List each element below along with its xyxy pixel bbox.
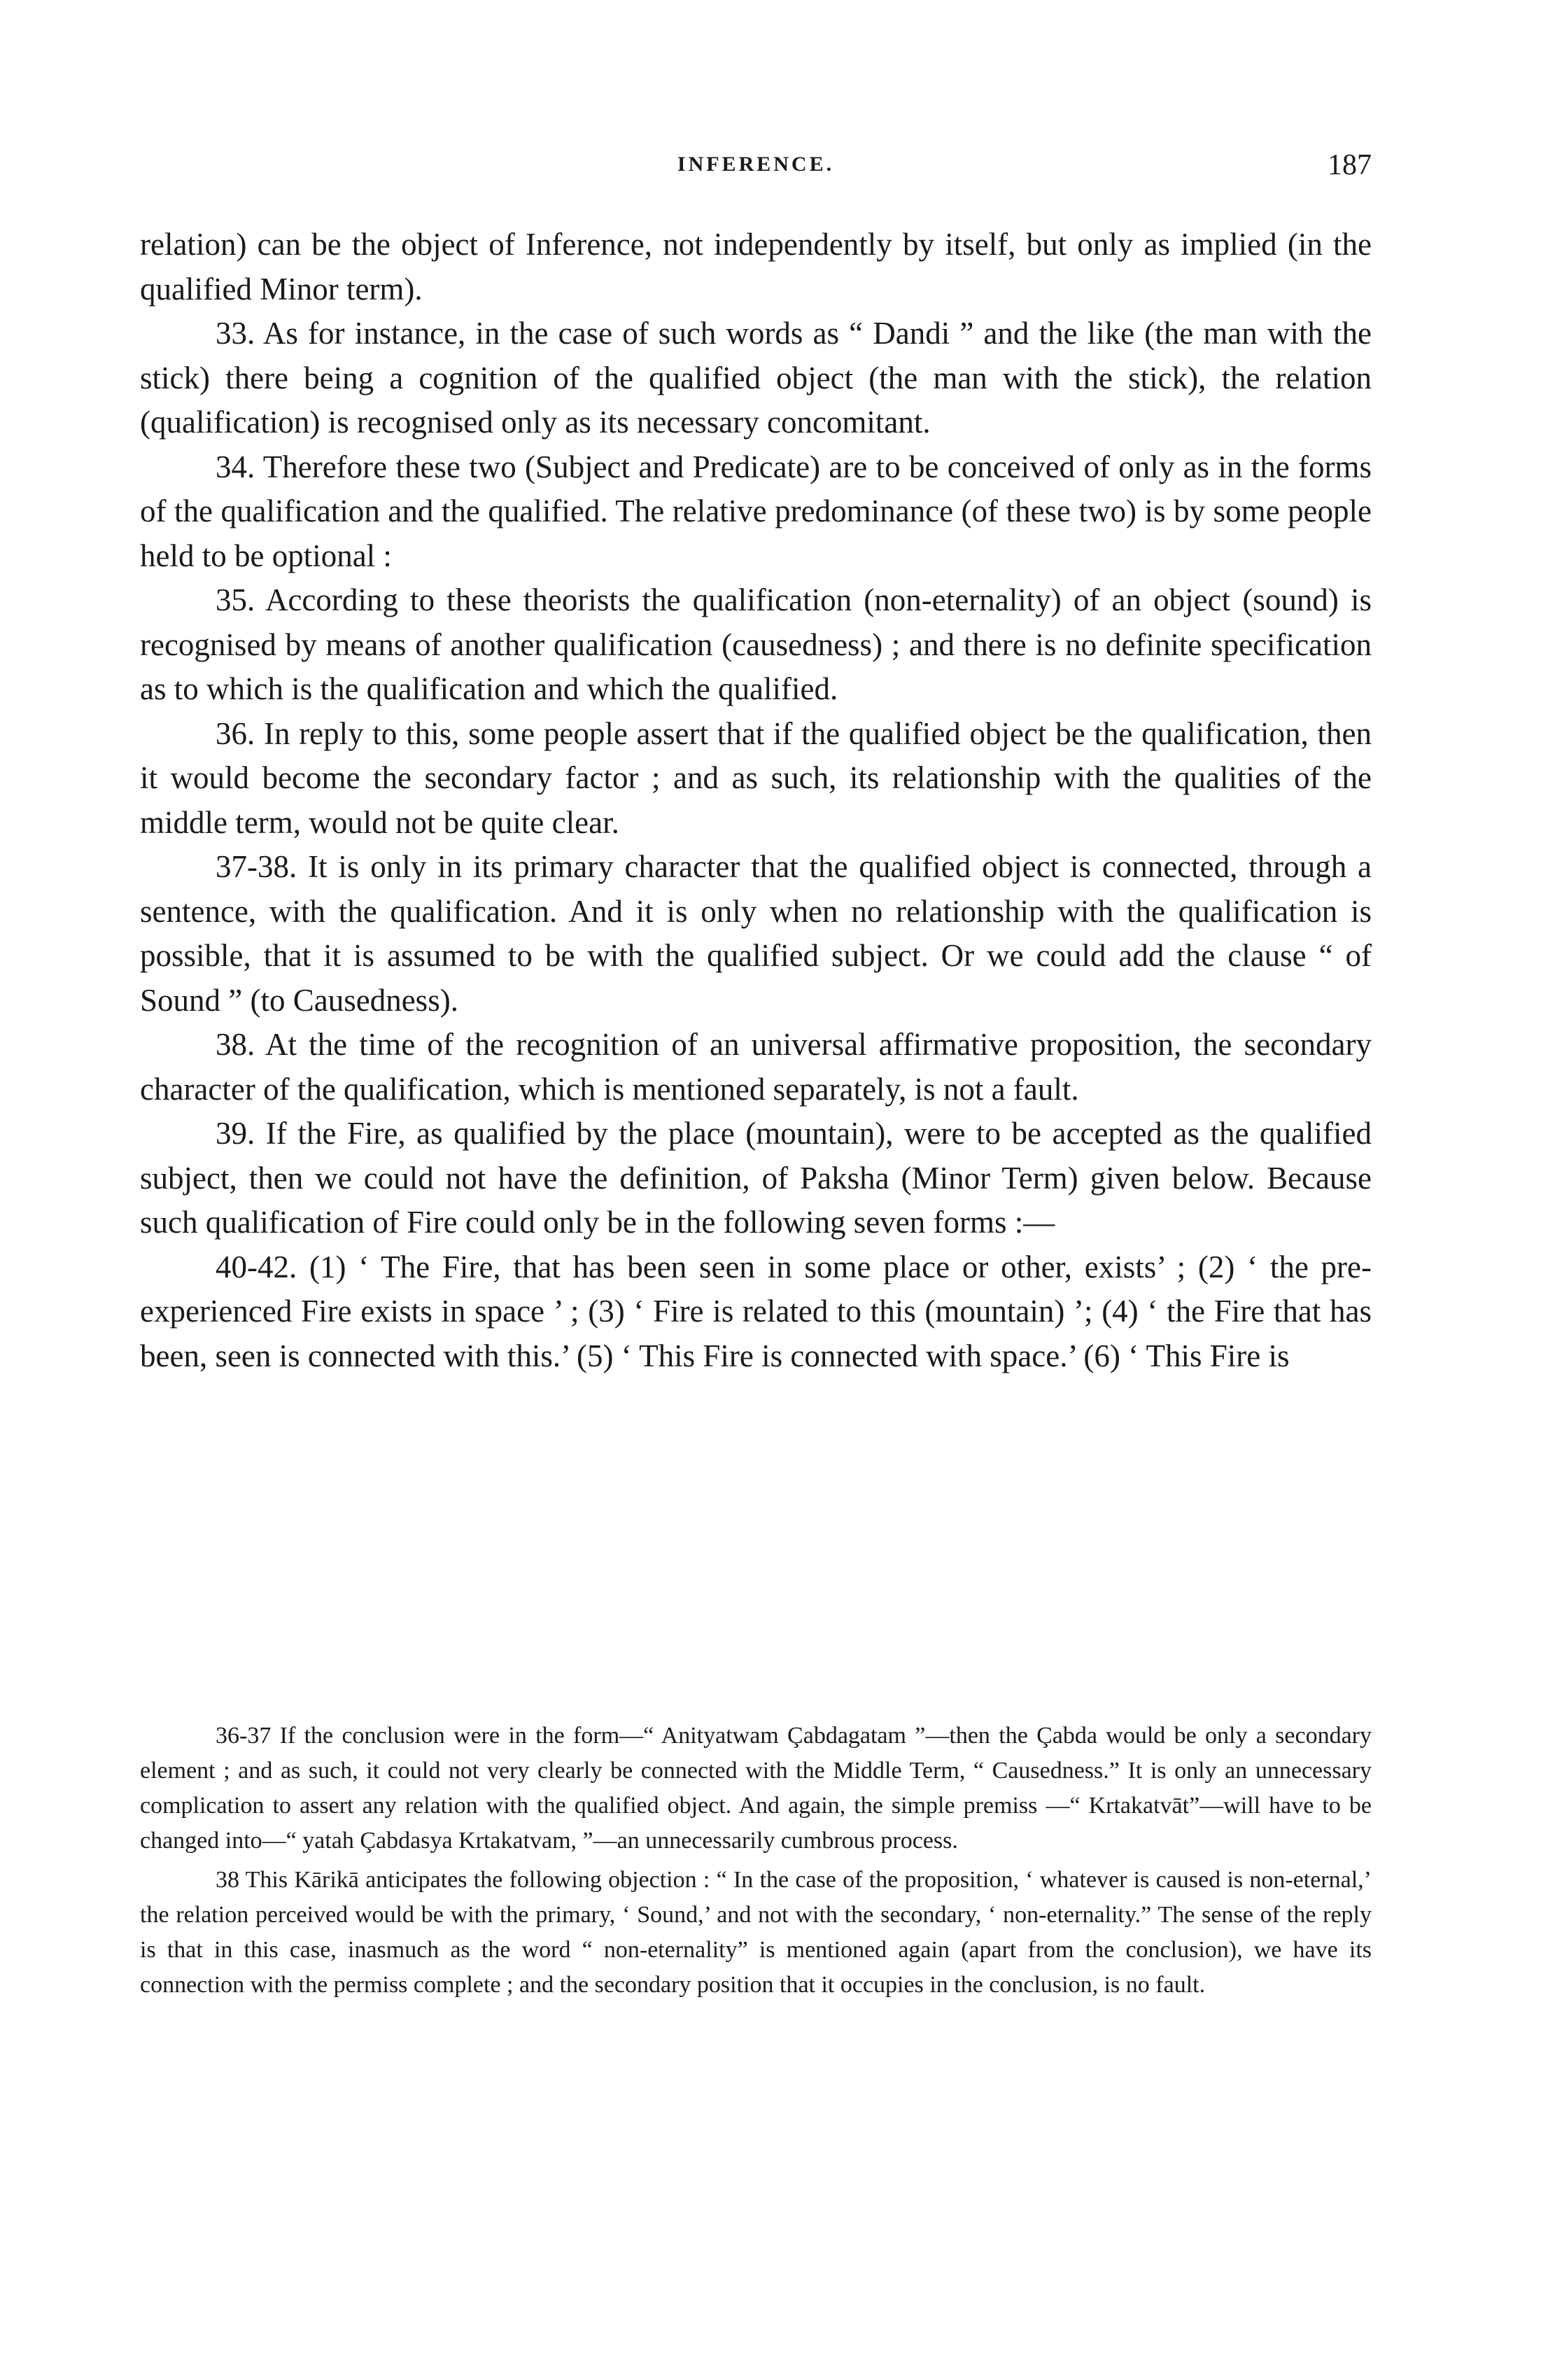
paragraph-40-42: 40-42. (1) ‘ The Fire, that has been seen in some place or other, exists’ ; (2) ‘ the pre-experienced Fire exists in space ’ ; (3) ‘ Fire is related to this (mountain) ’; (4) ‘ the Fire that has been, seen is connected with this.’ (5) ‘ This Fire is connected with space.’ (6) ‘ This Fire is — [140, 1249, 1372, 1373]
footnotes — [140, 1718, 1372, 2003]
running-head — [140, 149, 1372, 195]
paragraph-37-38: 37-38. It is only in its primary character that the qualified object is connected, through a sentence, with the qualification. And it is only when no relationship with the qualification is possible, that it is assumed to be with the qualified subject. Or we could add the clause “ of Sound ” (to Causedness). — [140, 849, 1372, 1018]
paragraph-38: 38. At the time of the recognition of an universal affirmative proposition, the secondary character of the qualification, which is mentioned separately, is not a fault. — [140, 1027, 1372, 1107]
paragraph-39: 39. If the Fire, as qualified by the place (mountain), were to be accepted as the qualified subject, then we could not have the definition, of Paksha (Minor Term) given below. Because such qualification of Fire could only be in the following seven forms :— — [140, 1116, 1372, 1240]
body-text — [140, 223, 1372, 1378]
paragraph-continued: relation) can be the object of Inference, not independently by itself, but only as implied (in the qualified Minor term). — [140, 227, 1372, 307]
footnote-36-37: 36-37 If the conclusion were in the form—“ Anityatwam Çabdagatam ”—then the Çabda would be only a secondary element ; and as such, it could not very clearly be connected with the Middle Term, “ Causedness.” It is only an unnecessary complication to assert any relation with the qualified object. And again, the simple premiss —“ Krtakatvāt”—will have to be changed into—“ yatah Çabdasya Krtakatvam, ”—an unnecessarily cumbrous process. — [140, 1723, 1372, 1854]
running-title: INFERENCE. — [677, 153, 835, 176]
paragraph-33: 33. As for instance, in the case of such words as “ Dandi ” and the like (the man with the stick) there being a cognition of the qualified object (the man with the stick), the relation (qualification) is recognised only as its necessary concomitant. — [140, 316, 1372, 440]
footnote-38: 38 This Kārikā anticipates the following objection : “ In the case of the proposition, ‘ whatever is caused is non-eternal,’ the relation perceived would be with the primary, ‘ Sound,’ and not with the secondary, ‘ non-eternality.” The sense of the reply is that in this case, inasmuch as the word “ non-eternality” is mentioned again (apart from the conclusion), we have its connection with the permiss complete ; and the secondary position that it occupies in the conclusion, is no fault. — [140, 1867, 1372, 1998]
paragraph-35: 35. According to these theorists the qualification (non-eternality) of an object (sound) is recognised by means of another qualification (causedness) ; and there is no definite specification as to which is the qualification and which the qualified. — [140, 582, 1372, 706]
paragraph-34: 34. Therefore these two (Subject and Predicate) are to be conceived of only as in the forms of the qualification and the qualified. The relative predominance (of these two) is by some people held to be optional : — [140, 449, 1372, 573]
paragraph-36: 36. In reply to this, some people assert that if the qualified object be the qualification, then it would become the secondary factor ; and as such, its relationship with the qualities of the middle term, would not be quite clear. — [140, 715, 1372, 840]
page-number: 187 — [1328, 149, 1372, 181]
